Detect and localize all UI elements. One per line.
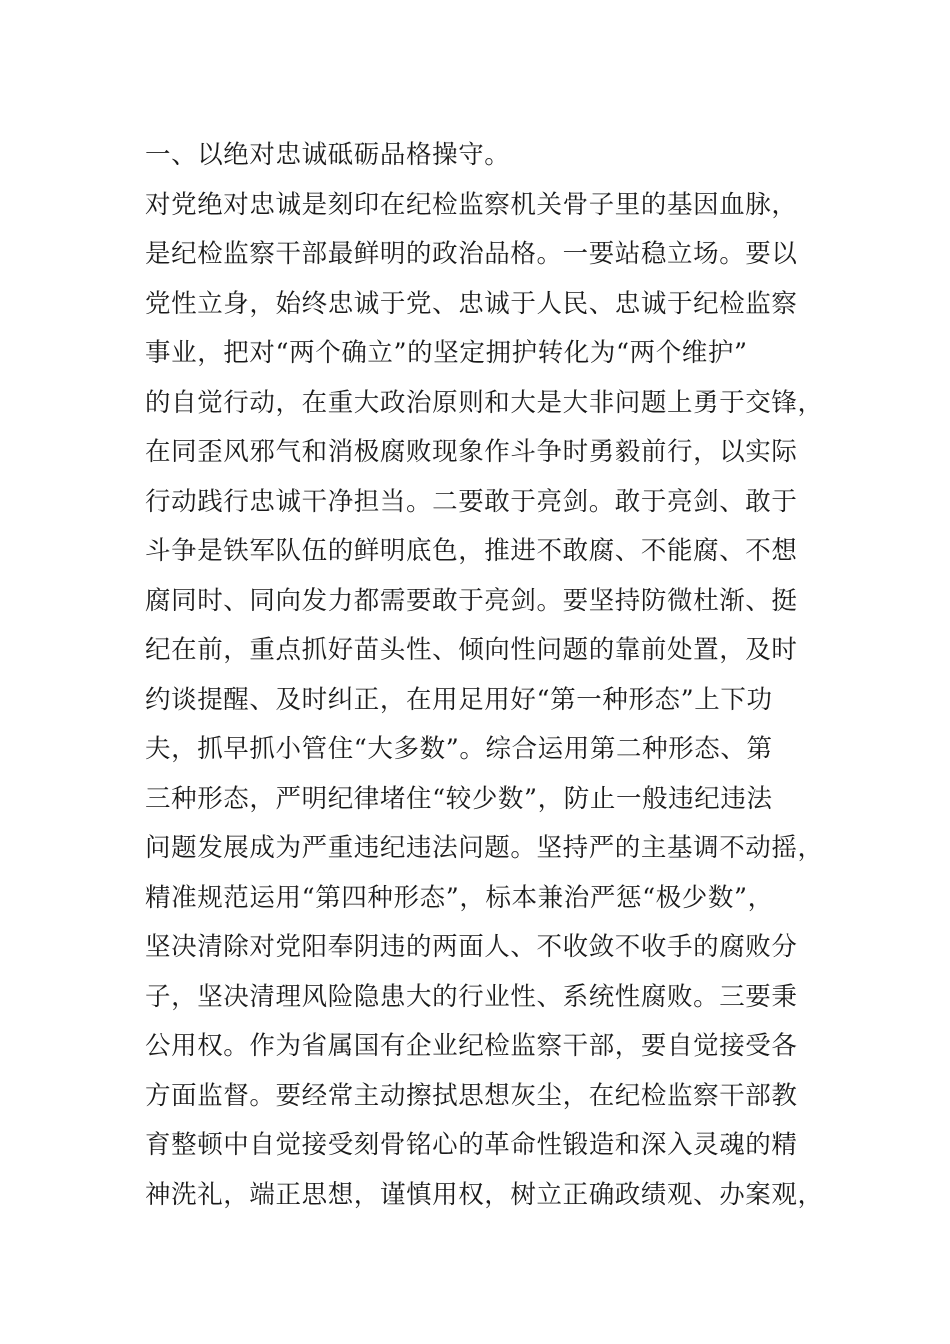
paragraph-line: 党性立身，始终忠诚于党、忠诚于人民、忠诚于纪检监察 bbox=[145, 288, 798, 319]
paragraph-line: 对党绝对忠诚是刻印在纪检监察机关骨子里的基因血脉， bbox=[145, 189, 798, 220]
paragraph-line: 公用权。作为省属国有企业纪检监察干部，要自觉接受各 bbox=[145, 1031, 798, 1061]
document-body bbox=[145, 131, 824, 1220]
paragraph-line: 问题发展成为严重违纪违法问题。坚持严的主基调不动摇， bbox=[145, 833, 824, 863]
paragraph-line: 约谈提醒、及时纠正，在用足用好“第一种形态”上下功 bbox=[145, 684, 773, 715]
paragraph-line: 是纪检监察干部最鲜明的政治品格。一要站稳立场。要以 bbox=[145, 239, 798, 269]
paragraph-line: 育整顿中自觉接受刻骨铭心的革命性锻造和深入灵魂的精 bbox=[145, 1130, 798, 1160]
paragraph-line: 坚决清除对党阳奉阴违的两面人、不收敛不收手的腐败分 bbox=[145, 932, 798, 962]
paragraph-line: 夫，抓早抓小管住“大多数”。综合运用第二种形态、第 bbox=[145, 734, 773, 764]
section-heading: 一、以绝对忠诚砥砺品格操守。 bbox=[145, 140, 511, 170]
paragraph-line: 神洗礼，端正思想，谨慎用权，树立正确政绩观、办案观， bbox=[145, 1179, 824, 1210]
paragraph-line: 腐同时、同向发力都需要敢于亮剑。要坚持防微杜渐、挺 bbox=[145, 585, 798, 616]
paragraph-line: 子，坚决清理风险隐患大的行业性、系统性腐败。三要秉 bbox=[145, 981, 798, 1012]
paragraph-line: 行动践行忠诚干净担当。二要敢于亮剑。敢于亮剑、敢于 bbox=[145, 486, 798, 517]
paragraph-line: 事业，把对“两个确立”的坚定拥护转化为“两个维护” bbox=[145, 338, 748, 368]
paragraph-line: 的自觉行动，在重大政治原则和大是大非问题上勇于交锋， bbox=[145, 387, 824, 418]
paragraph-line: 精准规范运用“第四种形态”，标本兼治严惩“极少数”， bbox=[145, 882, 774, 913]
paragraph-line: 纪在前，重点抓好苗头性、倾向性问题的靠前处置，及时 bbox=[145, 635, 798, 665]
paragraph-line: 三种形态，严明纪律堵住“较少数”，防止一般违纪违法 bbox=[145, 783, 773, 814]
paragraph-line: 在同歪风邪气和消极腐败现象作斗争时勇毅前行，以实际 bbox=[145, 437, 798, 467]
paragraph-line: 斗争是铁军队伍的鲜明底色，推进不敢腐、不能腐、不想 bbox=[145, 536, 798, 566]
paragraph-line: 方面监督。要经常主动擦拭思想灰尘，在纪检监察干部教 bbox=[145, 1080, 798, 1111]
